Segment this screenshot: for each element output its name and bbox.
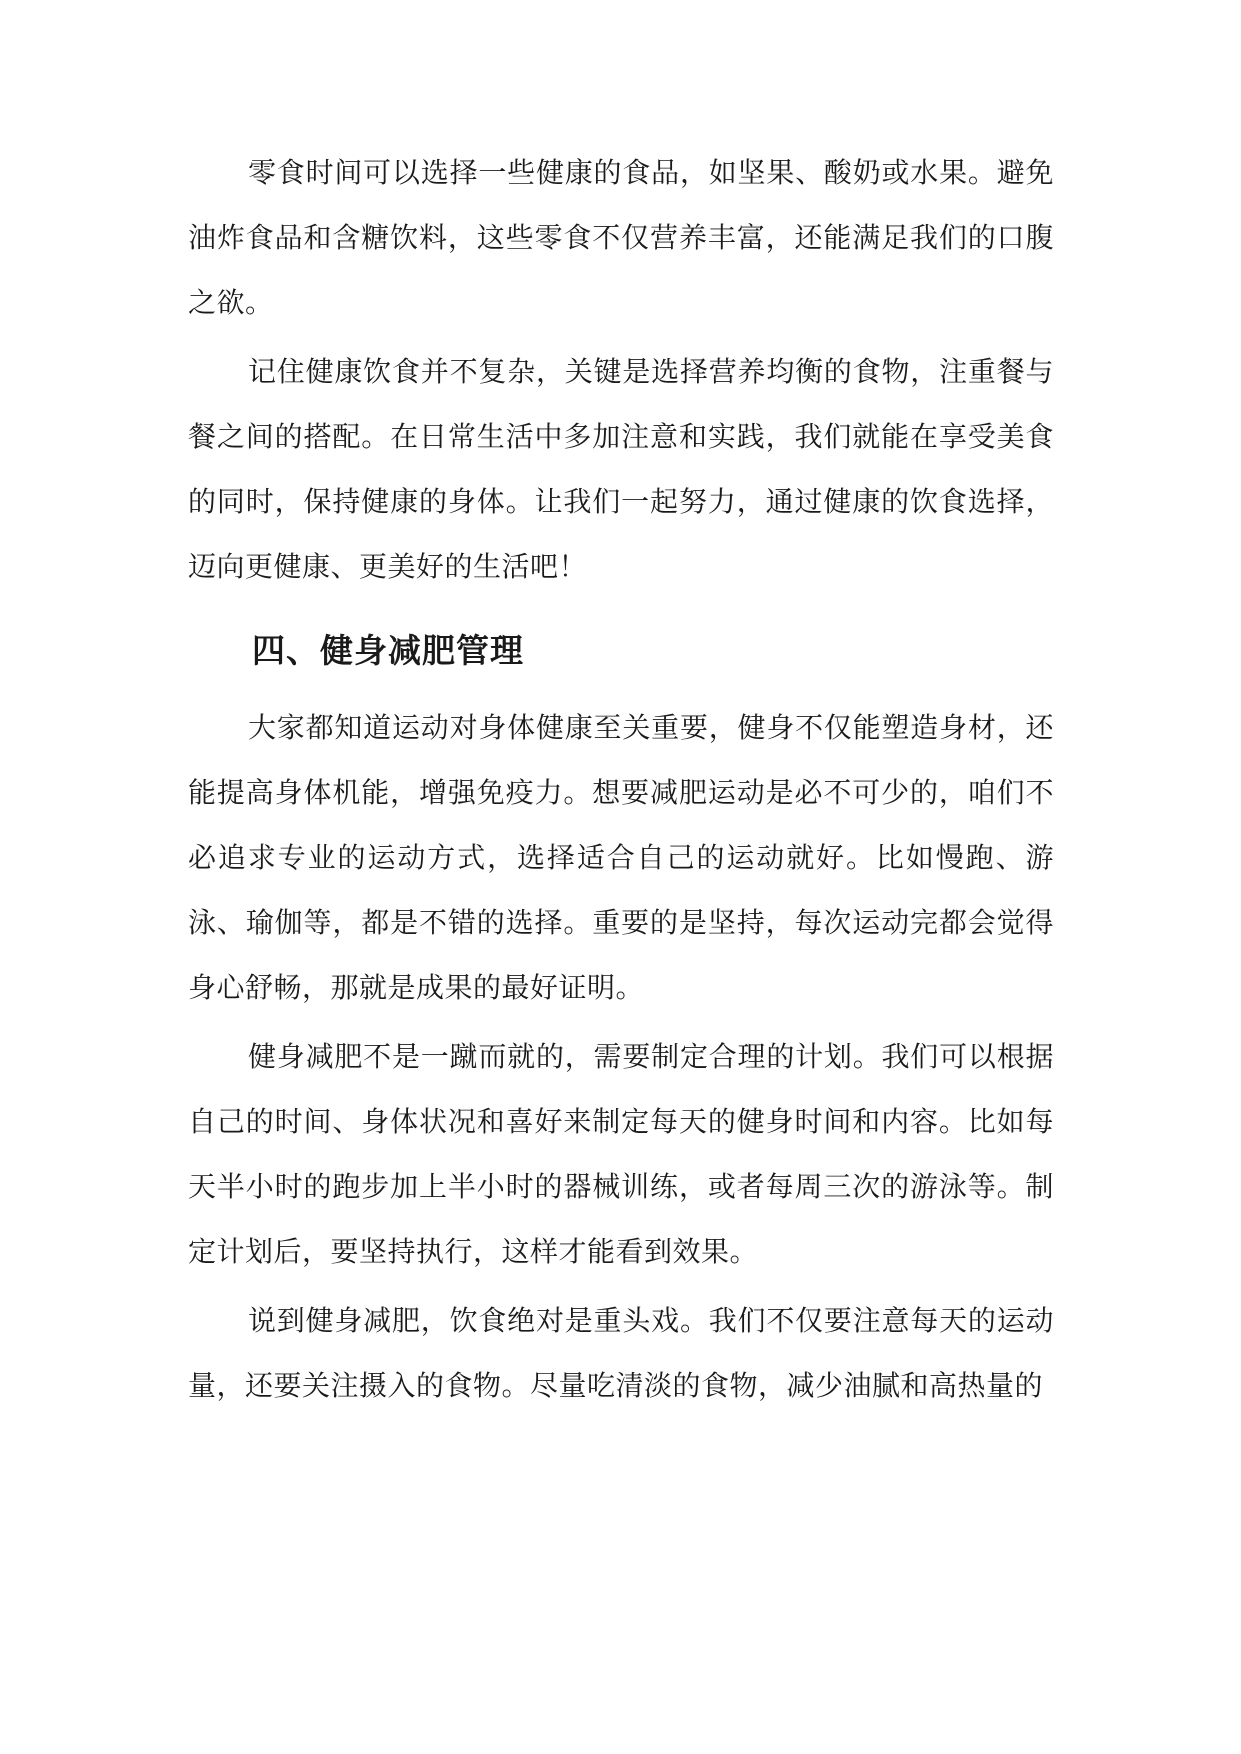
section-heading: 四、健身减肥管理	[252, 631, 524, 670]
paragraph-exercise-importance: 大家都知道运动对身体健康至关重要，健身不仅能塑造身材，还能提高身体机能，增强免疫力。想要减肥运动是必不可少的，咱们不必追求专业的运动方式，选择适合自己的运动就好。比如慢跑、游泳、瑜伽等，都是不错的选择。重要的是坚持，每次运动完都会觉得身心舒畅，那就是成果的最好证明。	[188, 711, 1054, 1004]
paragraph-fitness-plan: 健身减肥不是一蹴而就的，需要制定合理的计划。我们可以根据自己的时间、身体状况和喜好来制定每天的健身时间和内容。比如每天半小时的跑步加上半小时的器械训练，或者每周三次的游泳等。制定计划后，要坚持执行，这样才能看到效果。	[188, 1040, 1054, 1268]
document-body	[188, 140, 1054, 1422]
paragraph-diet-and-fitness: 说到健身减肥，饮食绝对是重头戏。我们不仅要注意每天的运动量，还要关注摄入的食物。尽量吃清淡的食物，减少油腻和高热量的	[188, 1304, 1054, 1402]
paragraph-snacks: 零食时间可以选择一些健康的食品，如坚果、酸奶或水果。避免油炸食品和含糖饮料，这些零食不仅营养丰富，还能满足我们的口腹之欲。	[188, 156, 1054, 319]
paragraph-healthy-diet-summary: 记住健康饮食并不复杂，关键是选择营养均衡的食物，注重餐与餐之间的搭配。在日常生活中多加注意和实践，我们就能在享受美食的同时，保持健康的身体。让我们一起努力，通过健康的饮食选择，迈向更健康、更美好的生活吧！	[188, 355, 1054, 583]
